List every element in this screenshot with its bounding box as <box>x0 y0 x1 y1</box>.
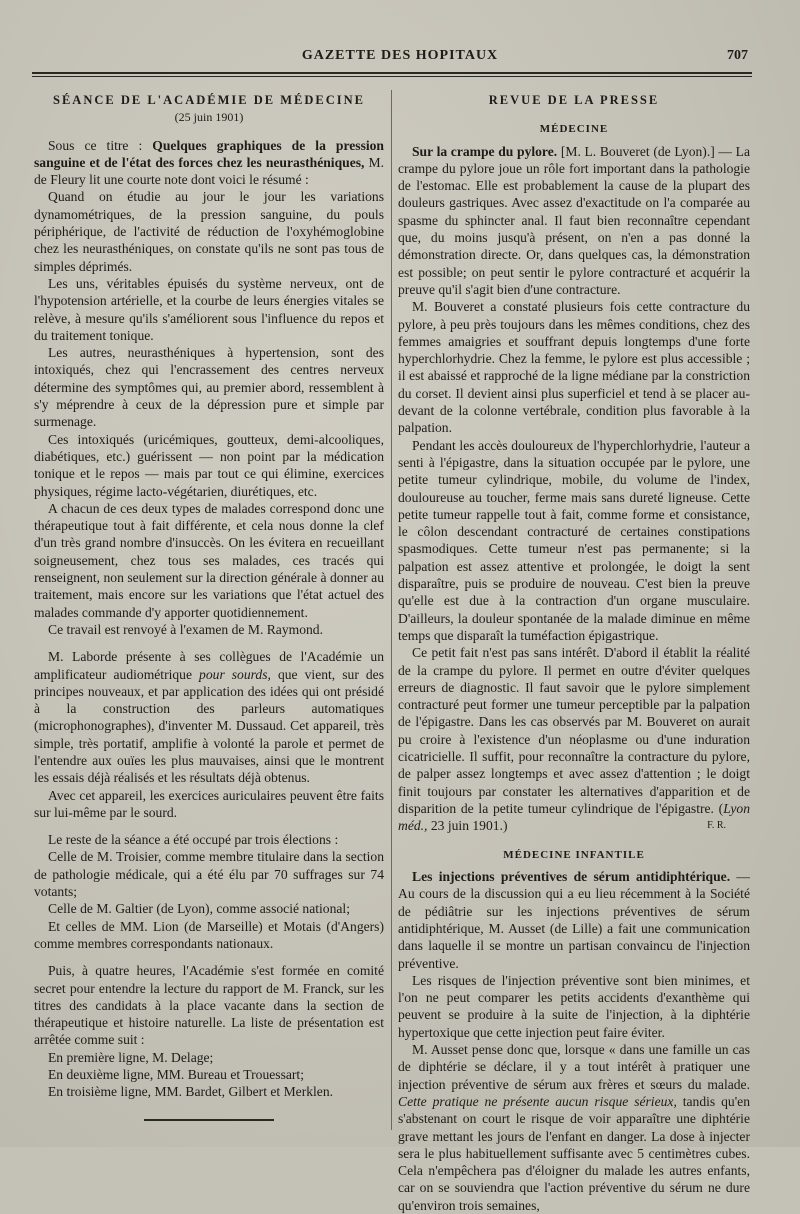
journal-title: GAZETTE DES HOPITAUX <box>301 48 499 63</box>
paragraph: Sous ce titre : Quelques graphiques de la pression sanguine et de l'état des forces chez les neurasthéniques, M. de Fleury lit une courte note dont voici le résumé : <box>34 137 385 188</box>
paragraph: En première ligne, M. Delage; <box>48 1049 214 1065</box>
paragraph: Et celles de MM. Lion (de Marseille) et Motais (d'Angers) comme membres correspondants nationaux. <box>34 918 384 951</box>
academy-session-date: (25 juin 1901) <box>174 110 244 125</box>
press-review-title: REVUE DE LA PRESSE <box>488 93 660 107</box>
paragraph: Les injections préventives de sérum antidiphtérique. — Au cours de la discussion qui a eu lieu récemment à la Société de pédiâtrie sur les injections préventives de sérum antidiphtérique, M. Ausset (de Lille) a fait une communication dans laquelle il se montre un partisan convaincu de l'injection préventive. <box>398 869 750 971</box>
author-signature: F. R. <box>707 820 726 832</box>
section-end-rule <box>144 1119 274 1121</box>
column-divider <box>391 90 392 1130</box>
right-column <box>398 88 750 1214</box>
subsection-medecine-infantile: MÉDECINE INFANTILE <box>503 848 645 861</box>
left-column <box>34 88 384 1121</box>
paragraph: Ce travail est renvoyé à l'examen de M. Raymond. <box>48 621 323 637</box>
paragraph: Celle de M. Troisier, comme membre titulaire dans la section de pathologie médicale, qui a été élu par 70 suffrages sur 74 votants; <box>34 849 384 900</box>
paragraph: M. Laborde présente à ses collègues de l'Académie un amplificateur audiométrique pour sourds, que vient, sur des principes nouveaux, et par application des idées qui ont présidé à la construction des parleurs automatiques (microphonographes), d'inventer M. Dussaud. Cet appareil, très simple, très portatif, amplifie à volonté la parole et permet de l'entendre aux ouïes les plus mauvaises, ainsi que le montrent les essais déjà réalisés et les résultats déjà obtenus. <box>34 649 384 786</box>
subsection-medecine: MÉDECINE <box>539 123 609 136</box>
paragraph: Ces intoxiqués (uricémiques, goutteux, demi-alcooliques, diabétiques, etc.) guérissent — non point par la médication tonique et le repos — mais par tout ce qui élimine, exercices physiques, régime lacto-végétarien, diurétiques, etc. <box>34 431 384 499</box>
page-header <box>30 46 770 70</box>
paragraph: Pendant les accès douloureux de l'hyperchlorhydrie, l'auteur a senti à l'épigastre, dans la situation occupée par le pylore, une petite tumeur cylindrique, mobile, du volume de l'index, douloureuse au toucher, ferme mais sans dureté ligneuse. Cette petite tumeur rappelle tout à fait, comme forme et consistance, le côlon descendant contracturé de certaines constipations spasmodiques. Cette tumeur n'est pas permanente; si la palpation est assez attentive et prolongée, le doigt la sent disparaître, puis se produire de nouveau. C'est bien la preuve qu'elle est due à la contraction d'un organe musculaire. D'ailleurs, la douleur spontanée de la malade diminue en même temps que disparaît la tuméfaction épigastrique. <box>398 437 750 643</box>
paragraph: Quand on étudie au jour le jour les variations dynamométriques, de la pression sanguine, du pouls périphérique, de l'activité de réduction de l'oxyhémoglobine chez les neurasthéniques, on constate qu'ils ne sont pas tous de simples déprimés. <box>34 189 384 274</box>
paragraph: En deuxième ligne, MM. Bureau et Trouessart; <box>48 1067 304 1083</box>
article-title: Sur la crampe du pylore. <box>412 143 558 159</box>
header-rule <box>32 72 752 77</box>
paragraph: Les autres, neurasthéniques à hypertension, sont des intoxiqués, chez qui l'encrassement des centres nerveux détermine des symptômes qui, au premier abord, ressemblent à s'y méprendre à ceux de la dépression pure et simple par surmenage. <box>34 345 384 430</box>
paragraph: Celle de M. Galtier (de Lyon), comme associé national; <box>48 901 350 917</box>
paragraph: Le reste de la séance a été occupé par trois élections : <box>48 832 339 848</box>
paragraph: A chacun de ces deux types de malades correspond donc une thérapeutique tout à fait différente, et cela nous donne la clef d'un très grand nombre d'insuccès. On les évitera en recueillant soigneusement, chez tous ses malades, ces tracés qui renseignent, non seulement sur la direction générale à donner au traitement, mais encore sur les variations que l'état actuel des malades commande d'y apporter quotidiennement. <box>34 500 384 620</box>
paragraph: Les uns, véritables épuisés du système nerveux, ont de l'hypotension artérielle, et la courbe de leurs énergies vitales se relève, à mesure qu'ils s'améliorent sous l'influence du repos et du traitement tonique. <box>34 275 384 343</box>
article-title: Quelques graphiques de la pression sanguine et de l'état des forces chez les neurasthéniques, <box>34 137 384 170</box>
paragraph: Ce petit fait n'est pas sans intérêt. D'abord il établit la réalité de la crampe du pylore. Il permet en outre d'éviter quelques erreurs de diagnostic. Il faut savoir que le pylore simplement contracturé peut former une tumeur perceptible par la palpation de l'épigastre. Dans les cas observés par M. Bouveret on aurait pu croire à l'existence d'un néoplasme ou d'une induration cicatricielle. Il suffit, pour reconnaître la contracture du pylore, de palper assez longtemps et avec assez d'attention ; le doigt finit toujours par constater les alternatives d'apparition et de disparition de la petite tumeur cylindrique de l'épigastre. (Lyon méd., 23 juin 1901.) <box>398 645 750 834</box>
article-title: Les injections préventives de sérum antidiphtérique. <box>412 869 731 885</box>
academy-section-title: SÉANCE DE L'ACADÉMIE DE MÉDECINE <box>53 93 365 107</box>
paragraph: Avec cet appareil, les exercices auriculaires peuvent être faits sur lui-même par le sourd. <box>34 787 384 820</box>
paragraph: Les risques de l'injection préventive sont bien minimes, et l'on ne peut comparer les petits accidents d'exanthème qui peuvent se produire à la suite de l'injection, à la diphtérie hypertoxique que cette injection peut faire éviter. <box>398 972 750 1040</box>
paragraph: M. Ausset pense donc que, lorsque « dans une famille un cas de diphtérie se déclare, il y a tout intérêt à pratiquer une injection préventive de sérum aux frères et sœurs du malade. Cette pratique ne présente aucun risque sérieux, tandis qu'en s'abstenant on court le risque de voir apparaître une diphtérie grave mettant les jours de l'enfant en danger. La dose à injecter sera le plus habituellement suffisante avec 5 centimètres cubes. Cela n'empêchera pas d'éloigner du malade les autres enfants, car on se souviendra que l'action préventive du sérum ne dure qu'environ trois semaines, <box>398 1042 750 1213</box>
page-number: 707 <box>727 48 748 63</box>
paragraph: Sur la crampe du pylore. [M. L. Bouveret (de Lyon).] — La crampe du pylore joue un rôle fort important dans la pathologie de l'estomac. Elle est probablement la cause de la plupart des douleurs gastriques. Avec assez d'exactitude on l'a comparée au spasme du sphincter anal. Il faut bien reconnaître cependant que, du moins jusqu'à présent, on n'en a pas donné la démonstration directe. Or, dans quelques cas, la démonstration est possible; on peut sentir le pylore contracturé et acquérir la preuve qu'il s'agit bien d'une contracture. <box>398 143 750 297</box>
paragraph: Puis, à quatre heures, l'Académie s'est formée en comité secret pour entendre la lecture du rapport de M. Franck, sur les titres des candidats à la place vacante dans la section de thérapeutique et histoire naturelle. La liste de présentation est arrêtée comme suit : <box>34 963 384 1048</box>
paragraph: En troisième ligne, MM. Bardet, Gilbert et Merklen. <box>48 1084 334 1100</box>
paragraph: M. Bouveret a constaté plusieurs fois cette contracture du pylore, à peu près toujours dans les mêmes conditions, chez des femmes amaigries et souffrant depuis longtemps d'une forte hyperchlorhydrie. Chez la femme, le pylore est plus accessible ; il est abaissé et rapproché de la ligne médiane par la constriction du corset. Il devient ainsi plus superficiel et tend à se placer au-devant de la colonne vertébrale, condition plus favorable à la palpation. <box>398 299 750 436</box>
